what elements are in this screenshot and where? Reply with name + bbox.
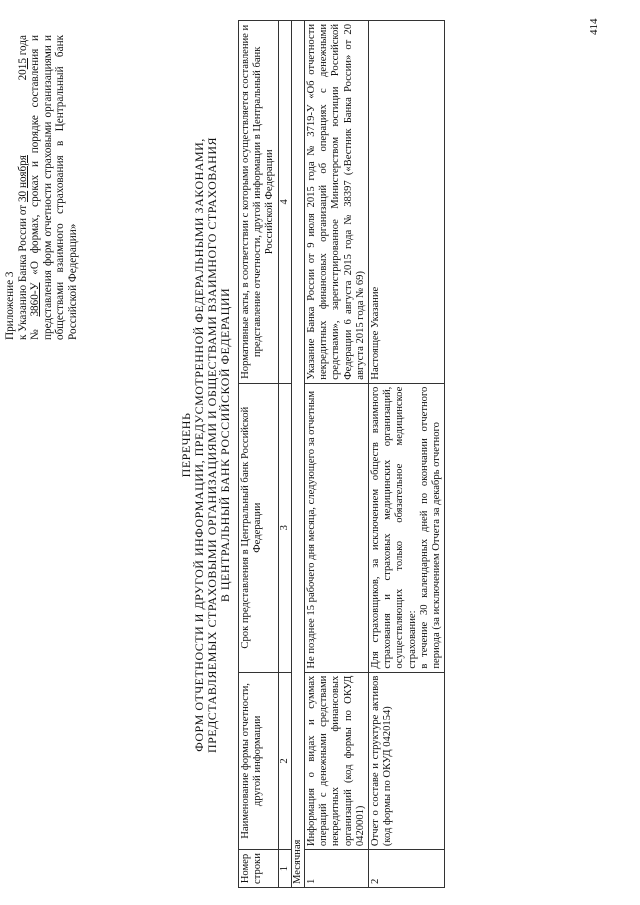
col-number: 4 xyxy=(278,21,291,384)
title-line: В ЦЕНТРАЛЬНЫЙ БАНК РОССИЙСКОЙ ФЕДЕРАЦИИ xyxy=(218,287,232,603)
section-row xyxy=(291,21,304,888)
row-number: 1 xyxy=(305,850,369,888)
normative-act: Указание Банка России от 9 июля 2015 года № 3719-У «Об отчетности некредитных финансовых организаций об операциях с денежными средствами», зарегистрированное Министерством юстиции Российской Федерации 6 августа 2015 года № 38397 («Вестник Банка России» от 20 августа 2015 года № 69) xyxy=(305,21,369,384)
appendix-order-line: № 3860-У «О формах, сроках и порядке составления и представления форм отчетности страховыми организациями и обществами взаимного страхования в Центральный банк Российской Федерации» xyxy=(29,34,79,340)
deadline-paragraph: Для страховщиков, за исключением обществ взаимного страхования и страховых медицинских организаций, осуществляющих только обязательное медицинское страхование: xyxy=(370,386,418,669)
page-number: 414 xyxy=(588,18,600,35)
appendix-label: Приложение 3 xyxy=(4,271,16,340)
form-name: Информация о видах и суммах операций с денежными средствами некредитных финансовых организаций (код формы по ОКУД 0420001) xyxy=(305,672,369,849)
col-number: 1 xyxy=(278,850,291,888)
section-label: Месячная xyxy=(291,21,304,888)
document-title xyxy=(180,45,232,845)
normative-act: Настоящее Указание xyxy=(369,21,445,384)
title-line: ФОРМ ОТЧЕТНОСТИ И ДРУГОЙ ИНФОРМАЦИИ, ПРЕДУСМОТРЕННОЙ ФЕДЕРАЛЬНЫМИ ЗАКОНАМИ, xyxy=(192,138,206,752)
deadline xyxy=(369,383,445,672)
form-name: Отчет о составе и структуре активов (код формы по ОКУД 0420154) xyxy=(369,672,445,849)
deadline-paragraph: в течение 30 календарных дней по окончании отчетного периода (за исключением Отчета за декабрь отчетного xyxy=(418,386,443,669)
title-line: ПРЕДСТАВЛЯЕМЫХ СТРАХОВЫМИ ОРГАНИЗАЦИЯМИ И ОБЩЕСТВАМИ ВЗАИМНОГО СТРАХОВАНИЯ xyxy=(205,136,219,754)
table-row xyxy=(305,21,369,888)
appendix-date-line: к Указанию Банка России от 30 ноября 2015 года xyxy=(16,35,29,340)
header-deadline: Срок представления в Центральный банк Российской Федерации xyxy=(239,383,279,672)
col-number: 3 xyxy=(278,383,291,672)
appendix-month: ноября xyxy=(16,155,29,189)
appendix-order-number: 3860-У xyxy=(29,282,41,317)
appendix-header xyxy=(4,35,79,340)
column-number-row xyxy=(278,21,291,888)
appendix-year: 15 xyxy=(16,58,29,70)
appendix-day: 30 xyxy=(16,190,29,203)
header-form-name: Наименование формы отчетности, другой информации xyxy=(239,672,279,849)
row-number: 2 xyxy=(369,850,445,888)
forms-table xyxy=(238,20,445,888)
deadline: Не позднее 15 рабочего дня месяца, следующего за отчетным xyxy=(305,383,369,672)
header-row-number: Номер строки xyxy=(239,850,279,888)
title-list: ПЕРЕЧЕНЬ xyxy=(179,412,193,478)
table-row xyxy=(369,21,445,888)
table-header-row xyxy=(239,21,279,888)
col-number: 2 xyxy=(278,672,291,849)
header-normative-acts: Нормативные акты, в соответствии с которыми осуществляется составление и представление отчетности, другой информации в Центральный банк Российской Федерации xyxy=(239,21,279,384)
